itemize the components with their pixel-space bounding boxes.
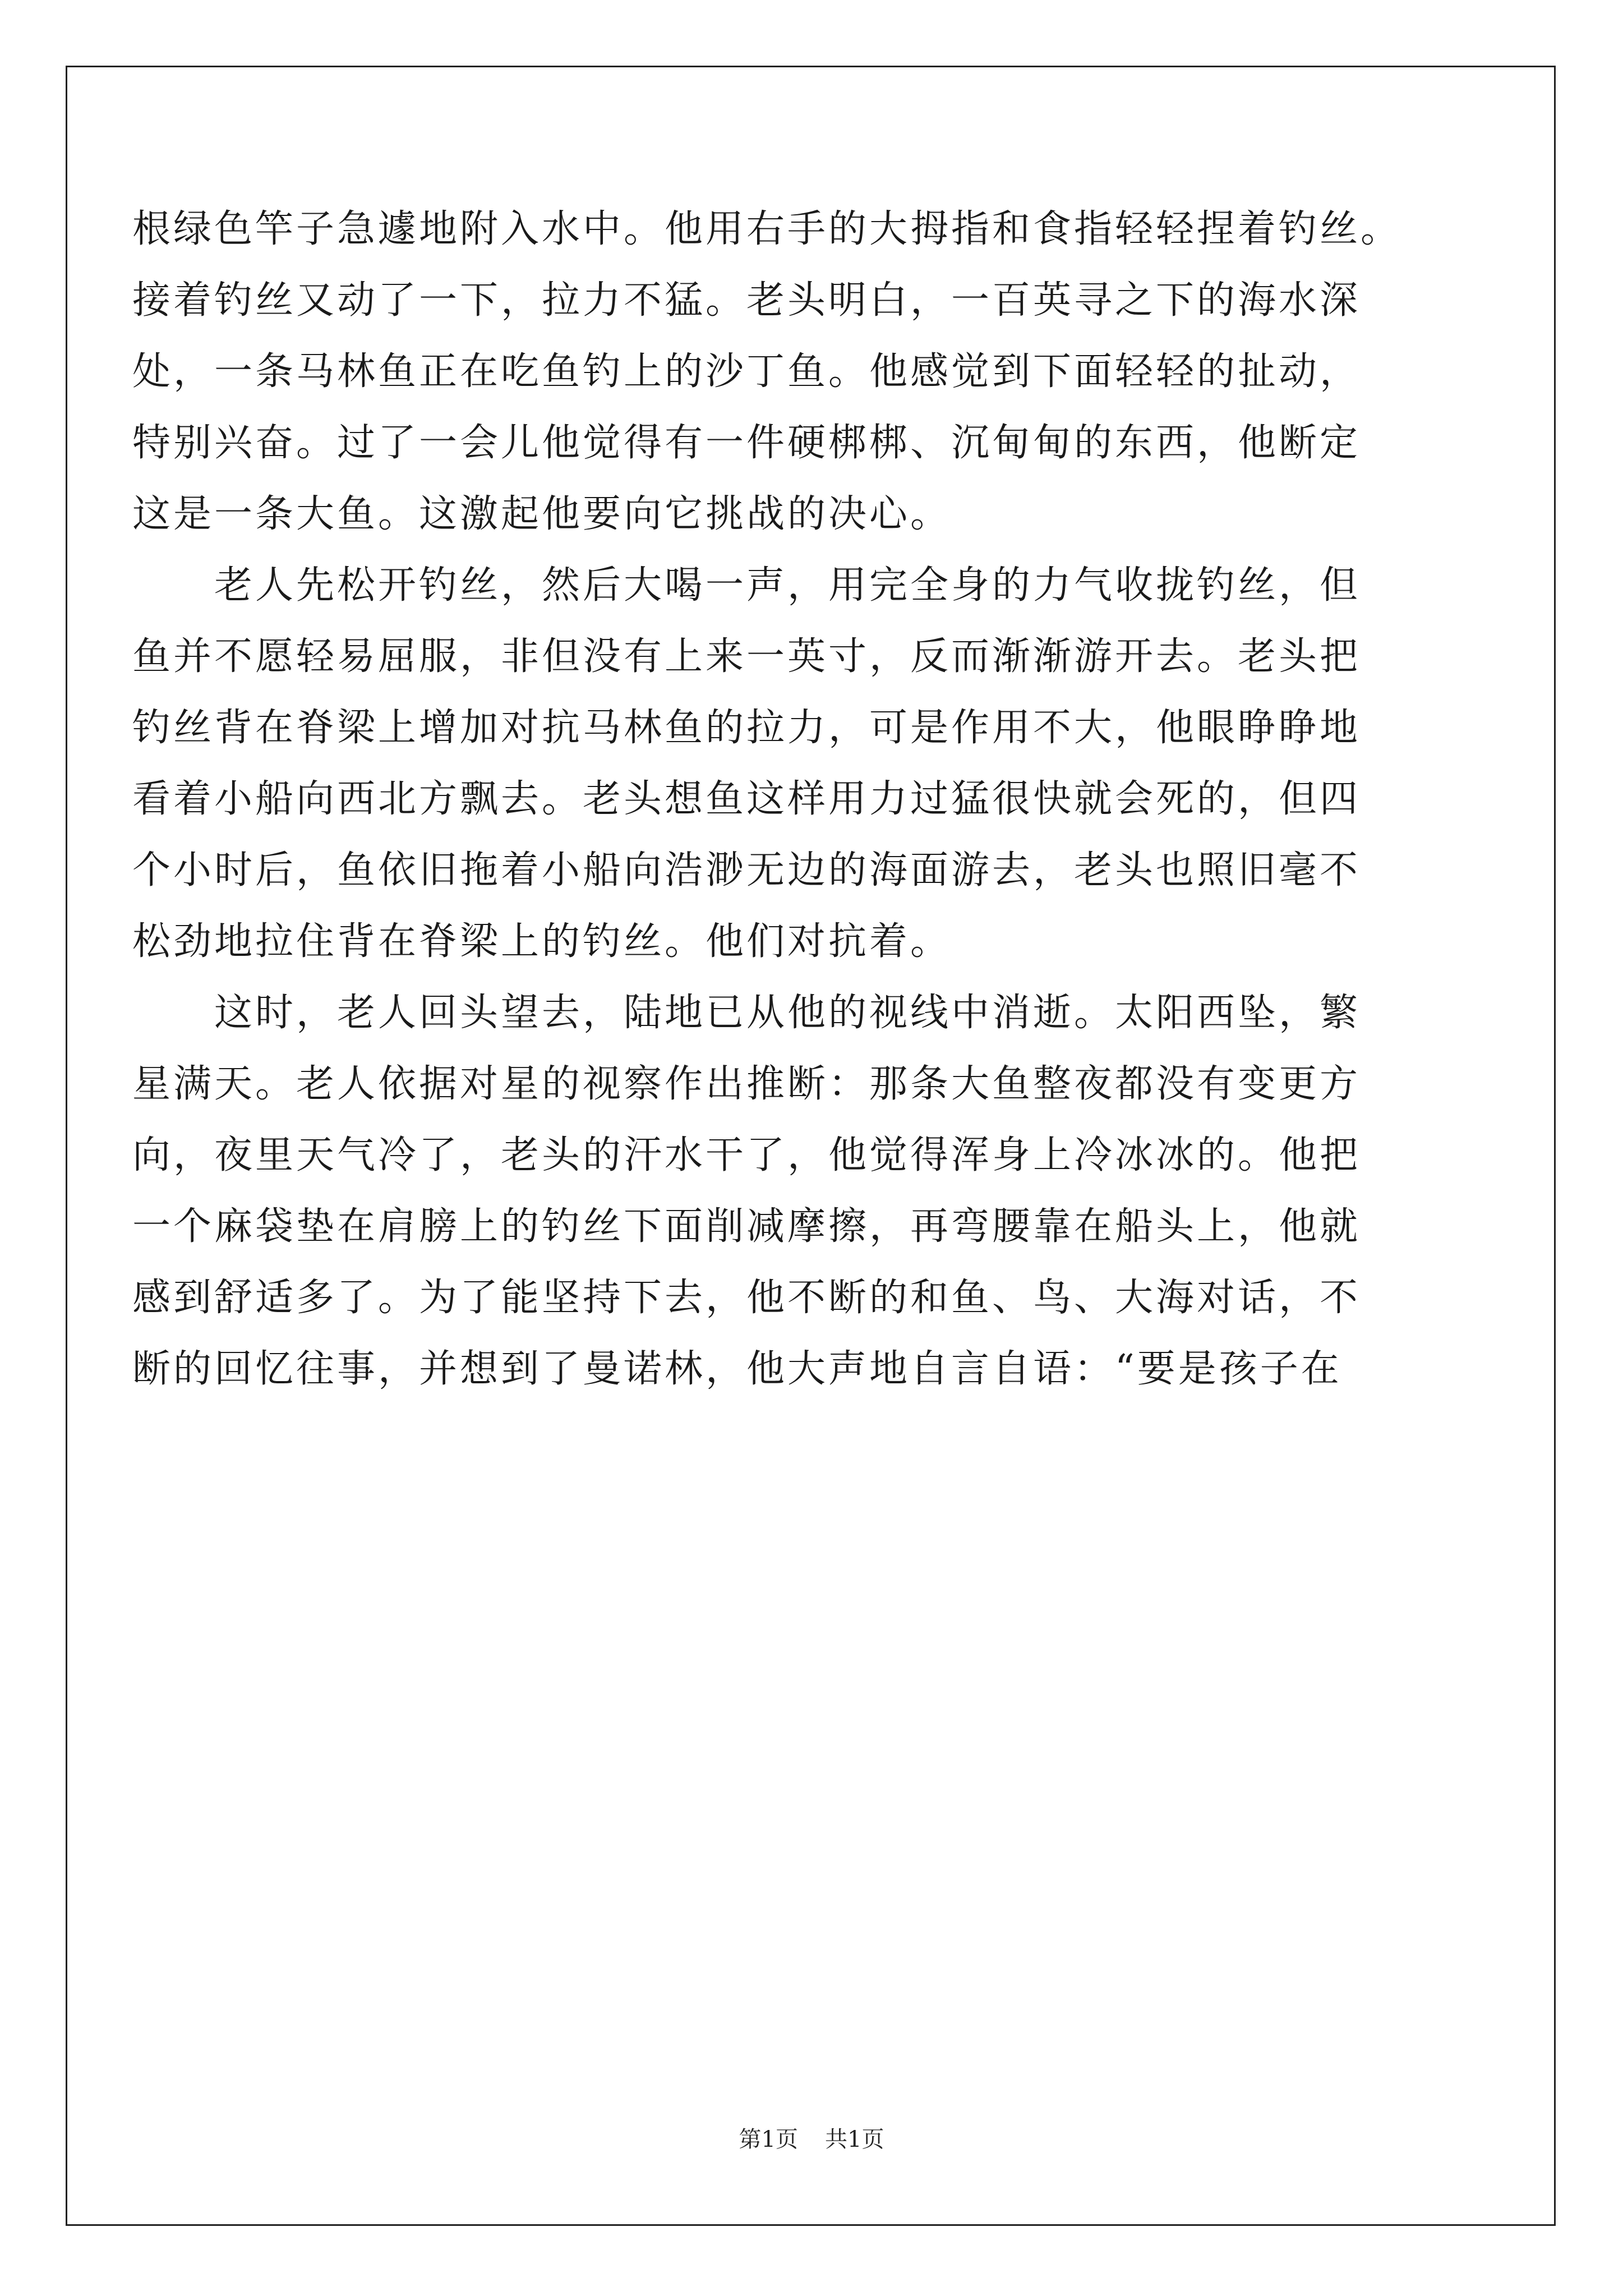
text-line: 这是一条大鱼。这激起他要向它挑战的决心。 <box>132 492 952 536</box>
text-line: 特别兴奋。过了一会儿他觉得有一件硬梆梆、沉甸甸的东西，他断定 <box>132 421 1361 465</box>
page-total: 共1页 <box>825 2127 884 2152</box>
paragraph-first-line: 老人先松开钓丝，然后大喝一声，用完全身的力气收拢钓丝，但 <box>214 563 1361 608</box>
document-body <box>132 194 1506 1405</box>
page-number: 第1页 <box>739 2127 798 2152</box>
page-footer <box>0 2122 1623 2154</box>
text-line: 断的回忆往事，并想到了曼诺林，他大声地自言自语：“要是孩子在 <box>132 1347 1342 1391</box>
text-line: 感到舒适多了。为了能坚持下去，他不断的和鱼、鸟、大海对话，不 <box>132 1276 1361 1320</box>
text-line: 钓丝背在脊梁上增加对抗马林鱼的拉力，可是作用不大，他眼睁睁地 <box>132 706 1361 750</box>
text-line: 处，一条马林鱼正在吃鱼钓上的沙丁鱼。他感觉到下面轻轻的扯动， <box>132 349 1361 394</box>
text-line: 向，夜里天气冷了，老头的汗水干了，他觉得浑身上冷冰冰的。他把 <box>132 1133 1361 1177</box>
text-line: 星满天。老人依据对星的视察作出推断：那条大鱼整夜都没有变更方 <box>132 1062 1361 1106</box>
text-line: 松劲地拉住背在脊梁上的钓丝。他们对抗着。 <box>132 919 952 964</box>
text-line: 根绿色竿子急遽地附入水中。他用右手的大拇指和食指轻轻捏着钓丝。 <box>132 207 1402 251</box>
text-line: 看着小船向西北方飘去。老头想鱼这样用力过猛很快就会死的，但四 <box>132 777 1361 821</box>
text-line: 接着钓丝又动了一下，拉力不猛。老头明白，一百英寻之下的海水深 <box>132 278 1361 323</box>
text-line: 一个麻袋垫在肩膀上的钓丝下面削减摩擦，再弯腰靠在船头上，他就 <box>132 1204 1361 1249</box>
text-line: 个小时后，鱼依旧拖着小船向浩渺无边的海面游去，老头也照旧毫不 <box>132 848 1361 892</box>
paragraph-first-line: 这时，老人回头望去，陆地已从他的视线中消逝。太阳西坠，繁 <box>214 991 1361 1035</box>
text-line: 鱼并不愿轻易屈服，非但没有上来一英寸，反而渐渐游开去。老头把 <box>132 634 1361 679</box>
